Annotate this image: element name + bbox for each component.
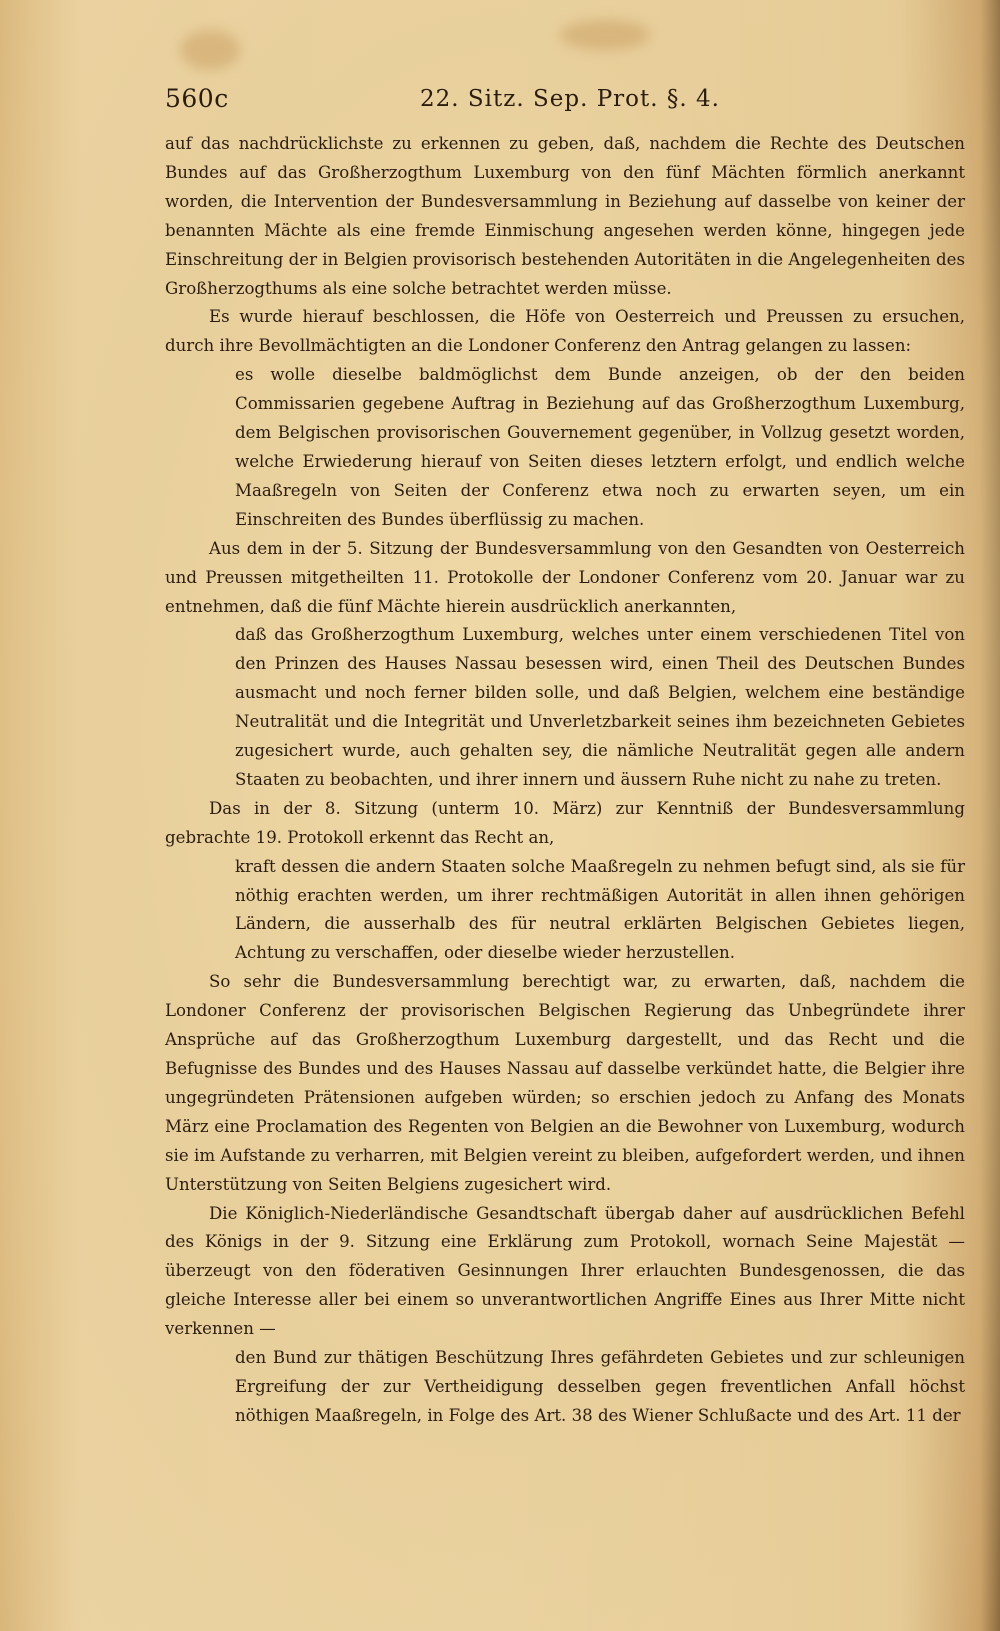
paper-stain bbox=[180, 30, 240, 70]
body-text bbox=[165, 130, 965, 1431]
paragraph: Die Königlich-Niederländische Gesandtschaft übergab daher auf ausdrücklichen Befehl des Königs in der 9. Sitzung eine Erklärung zum Protokoll, wornach Seine Majestät — überzeugt von den föderativen Gesinnungen Ihrer erlauchten Bundesgenossen, die das gleiche Interesse aller bei einem so unverantwortlichen Angriffe Eines aus Ihrer Mitte nicht verkennen — bbox=[165, 1203, 965, 1339]
quoted-paragraph: kraft dessen die andern Staaten solche Maaßregeln zu nehmen befugt sind, als sie für nöthig erachten werden, um ihrer rechtmäßigen Autorität in allen ihnen gehörigen Ländern, die ausserhalb des für neutral erklärten Belgischen Gebietes liegen, Achtung zu verschaffen, oder dieselbe wieder herzustellen. bbox=[235, 856, 965, 963]
quoted-paragraph: es wolle dieselbe baldmöglichst dem Bunde anzeigen, ob der den beiden Commissarien gegebene Auftrag in Beziehung auf das Großherzogthum Luxemburg, dem Belgischen provisorischen Gouvernement gegenüber, in Vollzug gesetzt worden, welche Erwiederung hierauf von Seiten dieses letztern erfolgt, und endlich welche Maaßregeln von Seiten der Conferenz etwa noch zu erwarten seyen, um ein Einschreiten des Bundes überflüssig zu machen. bbox=[235, 365, 965, 529]
paragraph: auf das nachdrücklichste zu erkennen zu geben, daß, nachdem die Rechte des Deutschen Bundes auf das Großherzogthum Luxemburg von den fünf Mächten förmlich anerkannt worden, die Intervention der Bundesversammlung in Beziehung auf dasselbe von keiner der benannten Mächte als eine fremde Einmischung angesehen werden könne, hingegen jede Einschreitung der in Belgien provisorisch bestehenden Autoritäten in die Angelegenheiten des Großherzogthums als eine solche betrachtet werden müsse. bbox=[165, 134, 965, 298]
paragraph: Das in der 8. Sitzung (unterm 10. März) zur Kenntniß der Bundesversammlung gebrachte 19. Protokoll erkennt das Recht an, bbox=[165, 798, 965, 847]
quoted-paragraph: daß das Großherzogthum Luxemburg, welches unter einem verschiedenen Titel von den Prinzen des Hauses Nassau besessen wird, einen Theil des Deutschen Bundes ausmacht und noch ferner bilden solle, und daß Belgien, welchem eine beständige Neutralität und die Integrität und Unverletzbarkeit seines ihm bezeichneten Gebietes zugesichert wurde, auch gehalten sey, die nämliche Neutralität gegen alle andern Staaten zu beobachten, und ihrer innern und äussern Ruhe nicht zu nahe zu treten. bbox=[235, 625, 965, 789]
running-head: 22. Sitz. Sep. Prot. §. 4. bbox=[420, 86, 720, 112]
quoted-paragraph: den Bund zur thätigen Beschützung Ihres gefährdeten Gebietes und zur schleunigen Ergreifung der zur Vertheidigung desselben gegen freventlichen Anfall höchst nöthigen Maaßregeln, in Folge des Art. 38 des Wiener Schlußacte und des Art. 11 der bbox=[235, 1348, 965, 1425]
paragraph: Es wurde hierauf beschlossen, die Höfe von Oesterreich und Preussen zu ersuchen, durch ihre Bevollmächtigten an die Londoner Conferenz den Antrag gelangen zu lassen: bbox=[165, 307, 965, 356]
paper-stain bbox=[560, 20, 650, 50]
paragraph: Aus dem in der 5. Sitzung der Bundesversammlung von den Gesandten von Oesterreich und Preussen mitgetheilten 11. Protokolle der Londoner Conferenz vom 20. Januar war zu entnehmen, daß die fünf Mächte hierein ausdrücklich anerkannten, bbox=[165, 538, 965, 616]
page-header bbox=[165, 84, 965, 124]
paragraph: So sehr die Bundesversammlung berechtigt war, zu erwarten, daß, nachdem die Londoner Conferenz der provisorischen Belgischen Regierung das Unbegründete ihrer Ansprüche auf das Großherzogthum Luxemburg dargestellt, und das Recht und die Befugnisse des Bundes und des Hauses Nassau auf dasselbe verkündet hatte, die Belgier ihre ungegründeten Prätensionen aufgeben würden; so erschien jedoch zu Anfang des Monats März eine Proclamation des Regenten von Belgien an die Bewohner von Luxemburg, wodurch sie im Aufstande zu verharren, mit Belgien vereint zu bleiben, aufgefordert werden, und ihnen Unterstützung von Seiten Belgiens zugesichert wird. bbox=[165, 972, 965, 1194]
page-number: 560c bbox=[165, 84, 229, 113]
